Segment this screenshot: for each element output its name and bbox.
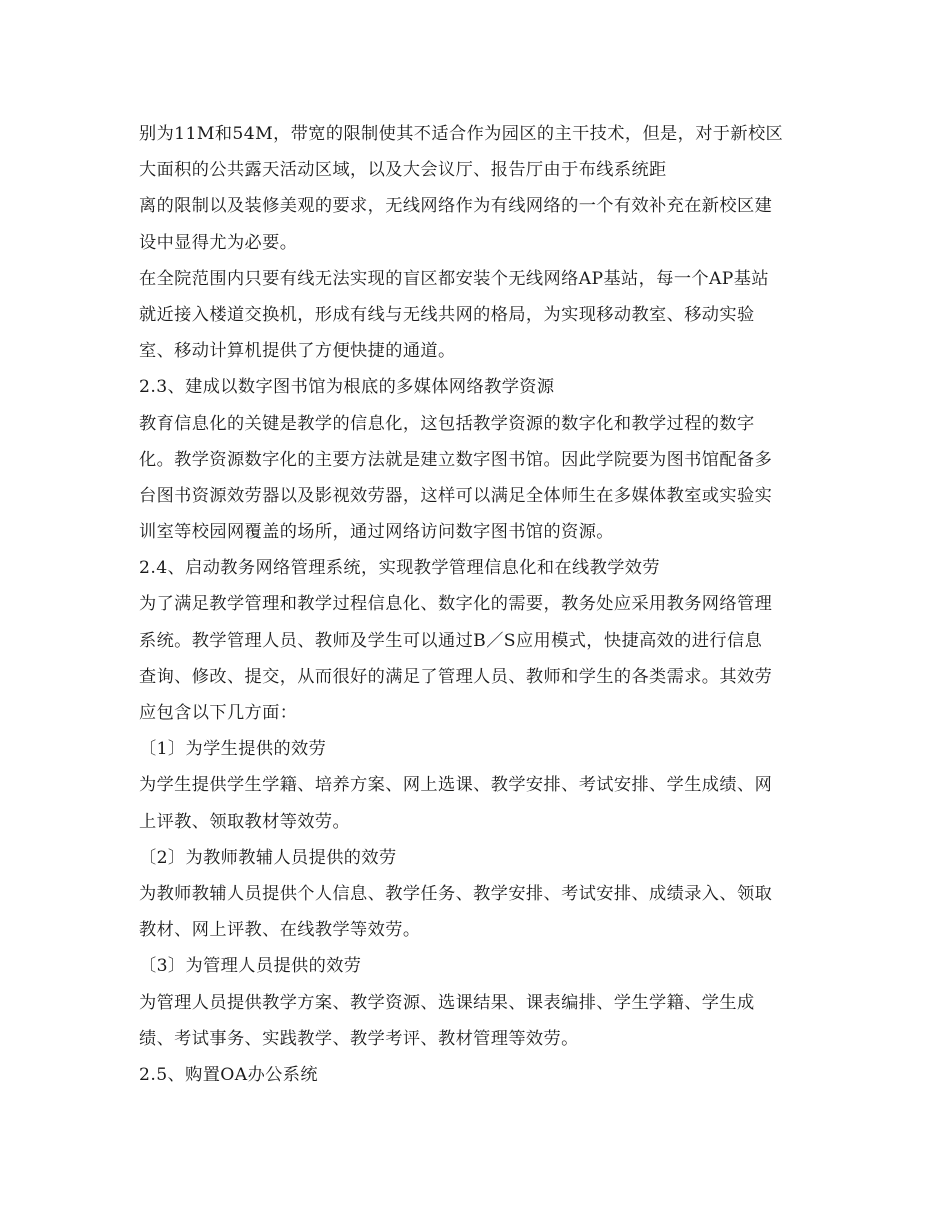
- text-line: 为管理人员提供教学方案、教学资源、选课结果、课表编排、学生学籍、学生成: [139, 992, 755, 1013]
- text-line: 大面积的公共露天活动区域，以及大会议厅、报告厅由于布线系统距: [139, 160, 667, 181]
- text-line: 台图书资源效劳器以及影视效劳器，这样可以满足全体师生在多媒体教室或实验实: [139, 485, 773, 506]
- text-line: 为了满足教学管理和教学过程信息化、数字化的需要，教务处应采用教务网络管理: [139, 594, 773, 615]
- section-heading: 2.4、启动教务网络管理系统，实现教学管理信息化和在线教学效劳: [139, 558, 660, 579]
- text-line: 化。教学资源数字化的主要方法就是建立数字图书馆。因此学院要为图书馆配备多: [139, 449, 773, 470]
- text-line: 教育信息化的关键是教学的信息化，这包括教学资源的数字化和教学过程的数字: [139, 413, 755, 434]
- section-heading: 2.3、建成以数字图书馆为根底的多媒体网络教学资源: [139, 377, 555, 398]
- section-heading: 2.5、购置OA办公系统: [139, 1064, 318, 1085]
- text-line: 设中显得尤为必要。: [139, 232, 298, 253]
- text-line: 教材、网上评教、在线教学等效劳。: [139, 920, 421, 941]
- text-line: 离的限制以及装修美观的要求，无线网络作为有线网络的一个有效补充在新校区建: [139, 196, 773, 217]
- text-line: 就近接入楼道交换机，形成有线与无线共网的格局，为实现移动教室、移动实验: [139, 304, 755, 325]
- sub-heading: 〔2〕为教师教辅人员提供的效劳: [139, 847, 397, 868]
- document-body: [139, 116, 819, 1093]
- text-line: 上评教、领取教材等效劳。: [139, 811, 351, 832]
- text-line: 查询、修改、提交，从而很好的满足了管理人员、教师和学生的各类需求。其效劳: [139, 666, 773, 687]
- text-line: 为教师教辅人员提供个人信息、教学任务、教学安排、考试安排、成绩录入、领取: [139, 883, 773, 904]
- sub-heading: 〔1〕为学生提供的效劳: [139, 739, 327, 760]
- text-line: 为学生提供学生学籍、培养方案、网上选课、教学安排、考试安排、学生成绩、网: [139, 775, 773, 796]
- text-line: 室、移动计算机提供了方便快捷的通道。: [139, 341, 456, 362]
- text-line: 别为11M和54M，带宽的限制使其不适合作为园区的主干技术，但是，对于新校区: [139, 124, 784, 144]
- sub-heading: 〔3〕为管理人员提供的效劳: [139, 956, 362, 977]
- text-line: 绩、考试事务、实践教学、教学考评、教材管理等效劳。: [139, 1028, 579, 1049]
- text-line: 训室等校园网覆盖的场所，通过网络访问数字图书馆的资源。: [139, 522, 614, 543]
- text-line: 应包含以下几方面：: [139, 703, 298, 723]
- text-line: 在全院范围内只要有线无法实现的盲区都安装个无线网络AP基站，每一个AP基站: [139, 268, 769, 289]
- text-line: 系统。教学管理人员、教师及学生可以通过B／S应用模式，快捷高效的进行信息: [139, 630, 763, 651]
